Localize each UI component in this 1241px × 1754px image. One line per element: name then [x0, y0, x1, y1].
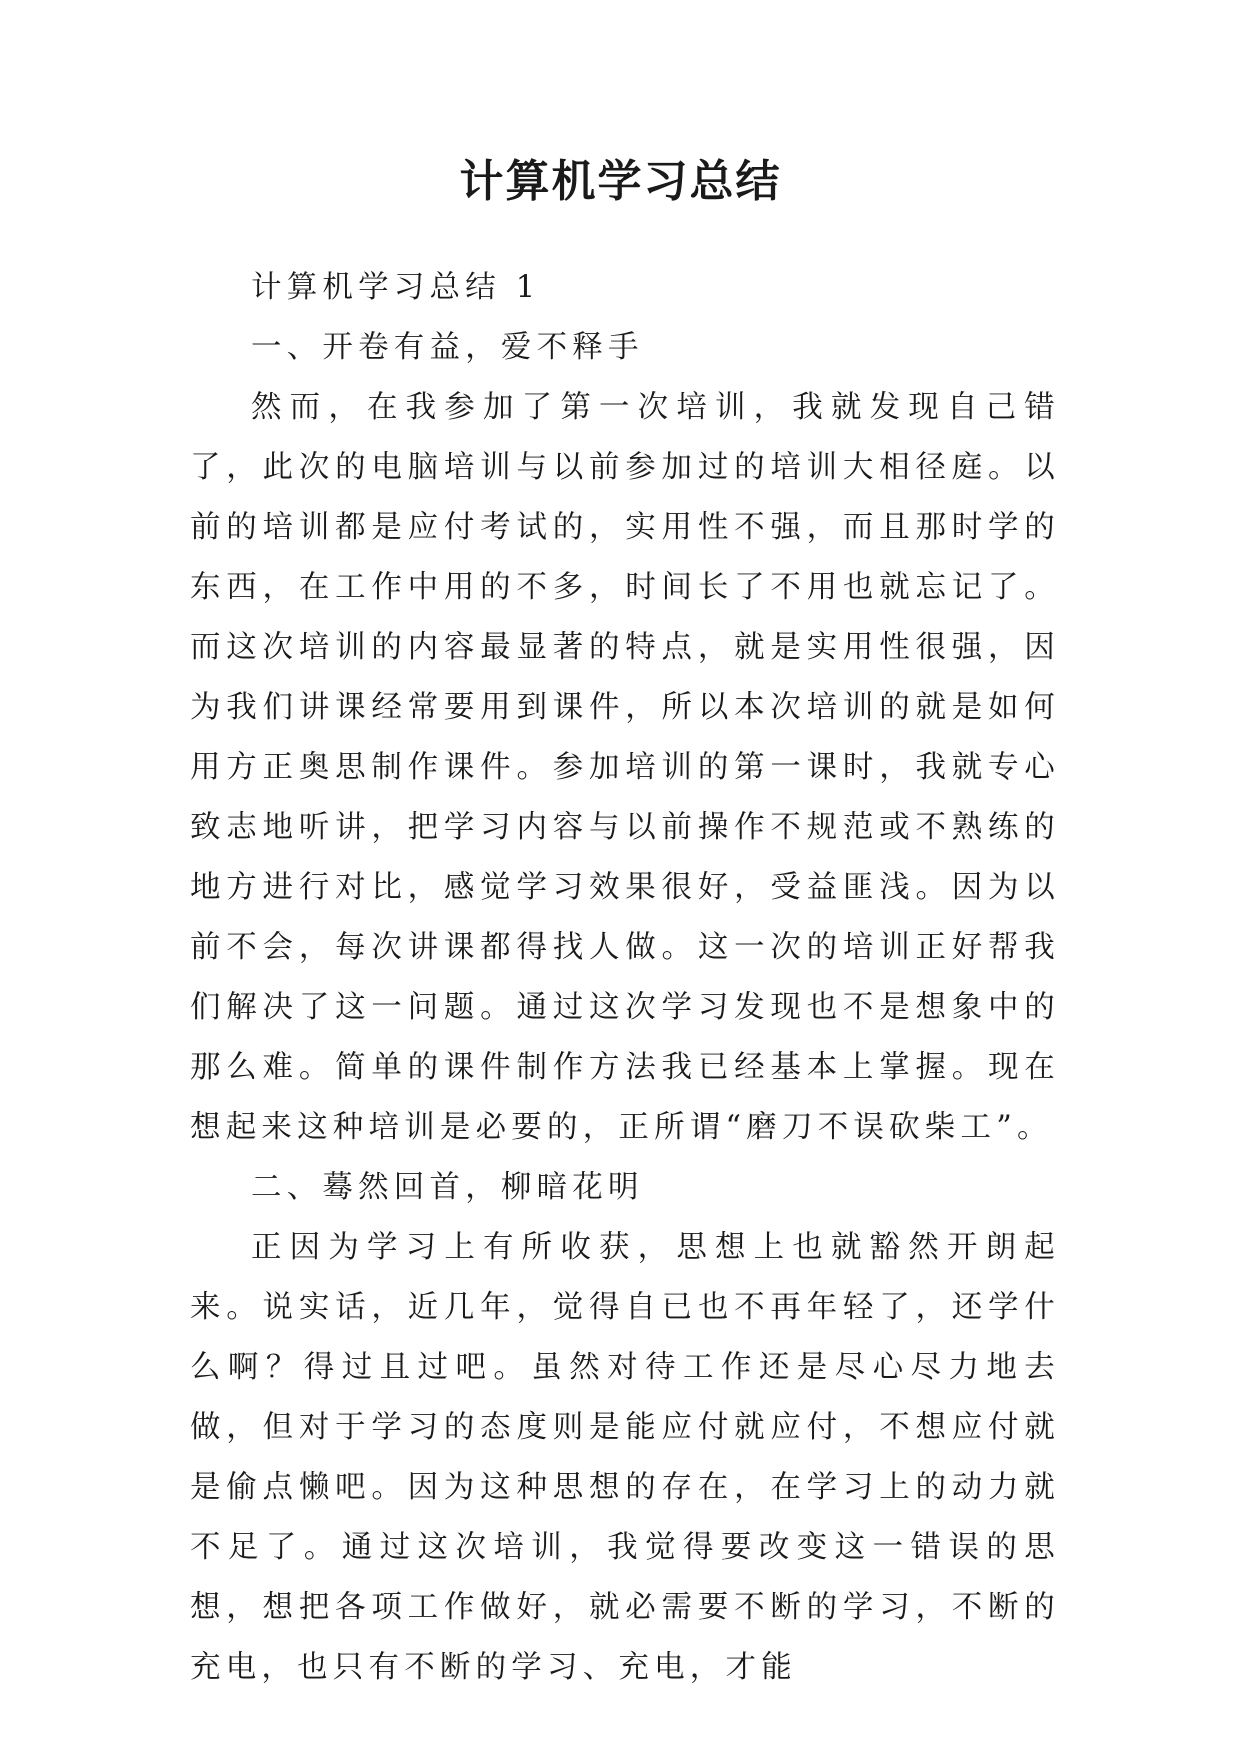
document-title: 计算机学习总结	[459, 156, 782, 207]
document-body	[190, 258, 1060, 1698]
section-heading: 计算机学习总结 1	[251, 270, 541, 305]
body-paragraph-2: 正因为学习上有所收获，思想上也就豁然开朗起来。说实话，近几年，觉得自已也不再年轻了，还学什么啊？得过且过吧。虽然对待工作还是尽心尽力地去做，但对于学习的态度则是能应付就应付，不想应付就是偷点懒吧。因为这种思想的存在，在学习上的动力就不足了。通过这次培训，我觉得要改变这一错误的思想，想把各项工作做好，就必需要不断的学习，不断的充电，也只有不断的学习、充电，才能	[190, 1230, 1060, 1685]
subsection-heading-1: 一、开卷有益，爱不释手	[251, 330, 644, 365]
subsection-heading-2: 二、蓦然回首，柳暗花明	[251, 1170, 644, 1205]
body-paragraph-1: 然而，在我参加了第一次培训，我就发现自己错了，此次的电脑培训与以前参加过的培训大相径庭。以前的培训都是应付考试的，实用性不强，而且那时学的东西，在工作中用的不多，时间长了不用也就忘记了。而这次培训的内容最显著的特点，就是实用性很强，因为我们讲课经常要用到课件，所以本次培训的就是如何用方正奥思制作课件。参加培训的第一课时，我就专心致志地听讲，把学习内容与以前操作不规范或不熟练的地方进行对比，感觉学习效果很好，受益匪浅。因为以前不会，每次讲课都得找人做。这一次的培训正好帮我们解决了这一问题。通过这次学习发现也不是想象中的那么难。简单的课件制作方法我已经基本上掌握。现在想起来这种培训是必要的，正所谓“磨刀不误砍柴工”。	[190, 390, 1060, 1145]
